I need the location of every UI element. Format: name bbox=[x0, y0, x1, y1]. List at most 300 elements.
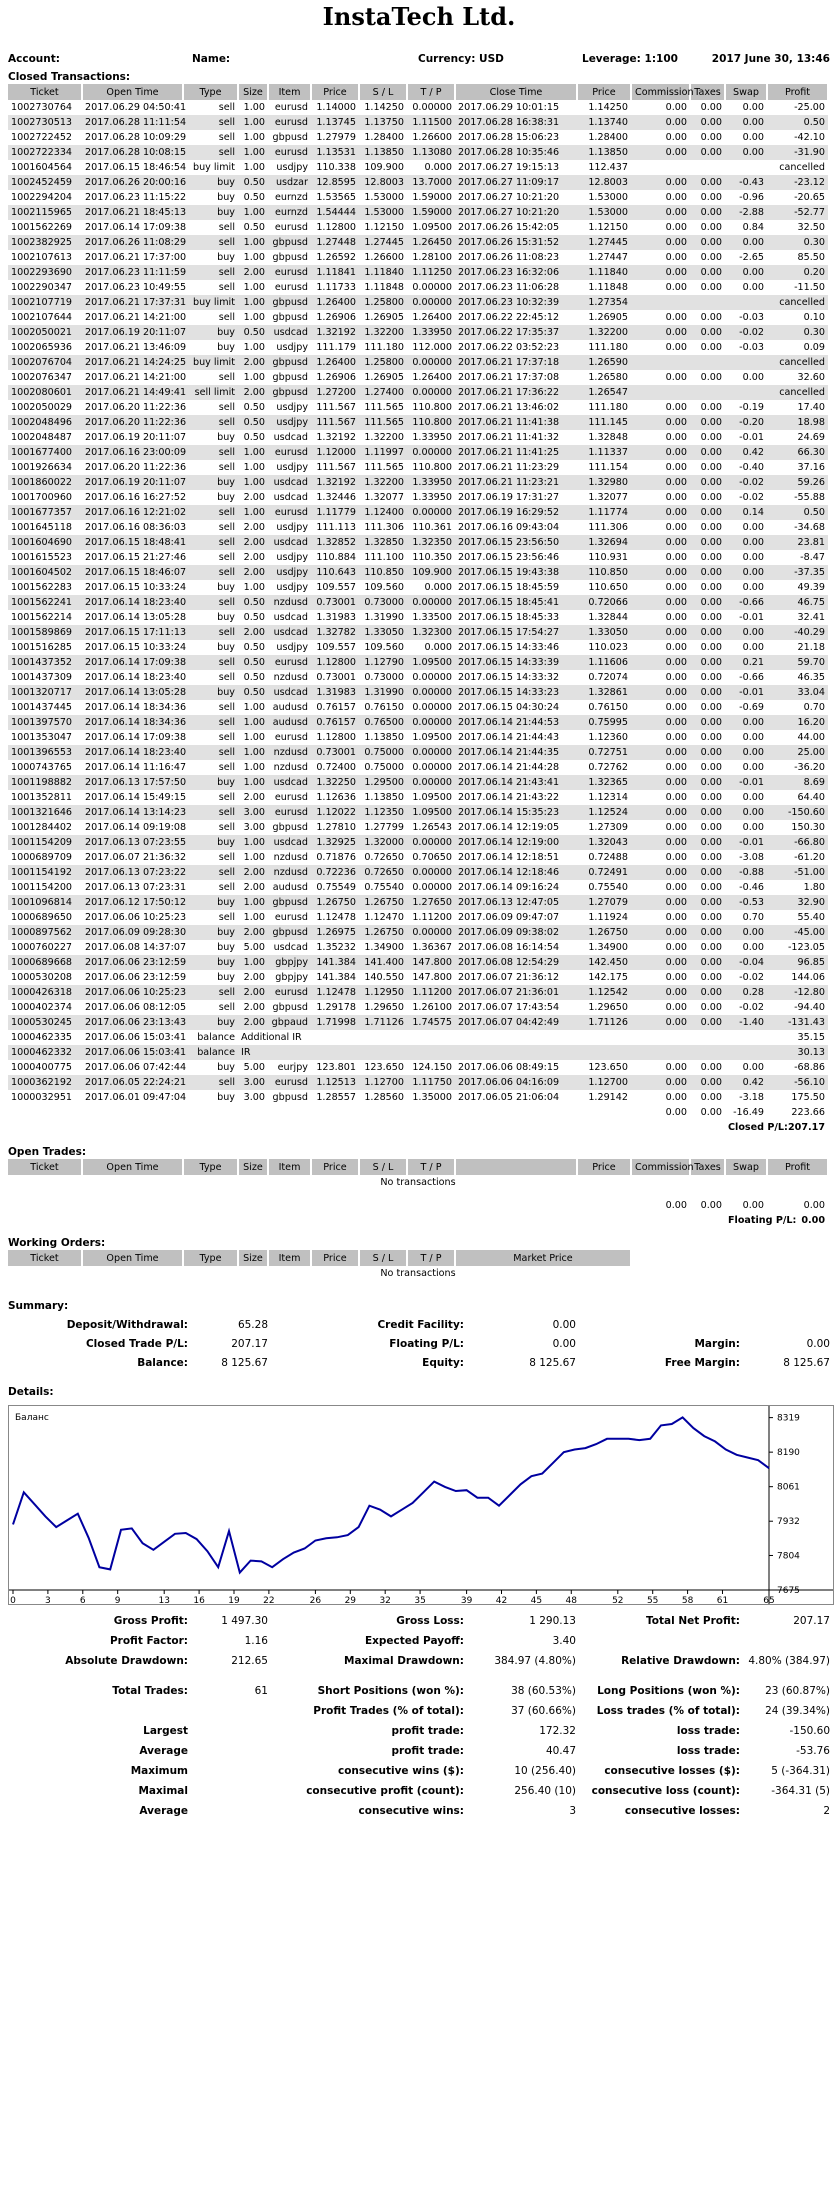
table-row bbox=[8, 655, 828, 670]
table-cell: 0.00 bbox=[700, 762, 722, 773]
table-cell: -0.19 bbox=[739, 402, 764, 413]
closed-col-header: Size bbox=[238, 84, 268, 100]
table-cell: 1.12360 bbox=[588, 732, 628, 743]
table-cell: 0.00 bbox=[700, 492, 722, 503]
table-cell: 1.32365 bbox=[577, 775, 631, 790]
table-cell: 1.33950 bbox=[412, 432, 452, 443]
table-cell: 0.00 bbox=[631, 205, 690, 220]
table-cell: 2017.06.21 14:21:00 bbox=[85, 312, 187, 323]
table-cell: eurnzd bbox=[275, 192, 308, 203]
closed-trade-pl-value: 207.17 bbox=[231, 1338, 268, 1350]
table-cell: gbpusd bbox=[272, 372, 308, 383]
table-cell: 12.8003 bbox=[359, 175, 407, 190]
table-cell: 2017.06.01 09:47:04 bbox=[85, 1092, 187, 1103]
table-cell: 0.00 bbox=[665, 942, 687, 953]
open-col-header bbox=[455, 1159, 577, 1175]
table-row bbox=[8, 445, 828, 460]
table-cell: 59.70 bbox=[767, 655, 828, 670]
table-cell: sell bbox=[218, 102, 235, 113]
table-cell: 1002730513 bbox=[8, 115, 82, 130]
open-col-header: T / P bbox=[407, 1159, 455, 1175]
table-cell: 0.00000 bbox=[412, 102, 452, 113]
table-cell: 0.76500 bbox=[359, 715, 407, 730]
table-cell: 0.75540 bbox=[364, 882, 404, 893]
table-cell: gbpusd bbox=[268, 295, 311, 310]
table-cell: 0.00000 bbox=[407, 775, 455, 790]
table-cell: 1000426318 bbox=[8, 985, 82, 1000]
floating-pl-label: Floating P/L: bbox=[728, 1215, 797, 1226]
table-cell: 1002293690 bbox=[8, 265, 82, 280]
table-cell: eurusd bbox=[268, 1075, 311, 1090]
table-cell: 2017.06.28 11:11:54 bbox=[82, 115, 183, 130]
table-cell: sell bbox=[218, 282, 235, 293]
table-cell: 0.00 bbox=[700, 462, 722, 473]
table-cell: 1.09500 bbox=[412, 222, 452, 233]
table-row bbox=[8, 880, 828, 895]
table-cell: 32.41 bbox=[797, 612, 825, 623]
table-cell: 1.33500 bbox=[412, 612, 452, 623]
table-cell: 0.00 bbox=[665, 552, 687, 563]
balance-chart bbox=[8, 1405, 834, 1605]
table-cell: sell limit bbox=[183, 385, 238, 400]
table-cell: -1.40 bbox=[725, 1015, 767, 1030]
table-cell: gbpusd bbox=[272, 822, 308, 833]
table-cell: 2017.06.05 22:24:21 bbox=[82, 1075, 183, 1090]
table-cell: -123.05 bbox=[787, 942, 825, 953]
table-cell: 0.84 bbox=[742, 222, 764, 233]
margin-label: Margin: bbox=[694, 1338, 740, 1350]
table-row bbox=[8, 745, 828, 760]
table-cell: usdcad bbox=[273, 492, 308, 503]
table-cell: gbpjpy bbox=[275, 972, 308, 983]
working-table-header bbox=[8, 1250, 828, 1266]
closed-col-header: S / L bbox=[359, 84, 407, 100]
table-cell: 0.00 bbox=[700, 522, 722, 533]
table-cell: 111.306 bbox=[588, 522, 628, 533]
table-cell: 1.11500 bbox=[407, 115, 455, 130]
table-cell: 0.50 bbox=[767, 505, 828, 520]
table-row bbox=[8, 280, 828, 295]
table-cell: 0.00000 bbox=[407, 745, 455, 760]
table-row bbox=[8, 580, 828, 595]
table-cell: 0.00 bbox=[742, 522, 764, 533]
table-cell: sell bbox=[183, 505, 238, 520]
table-row bbox=[8, 160, 828, 175]
table-cell: 142.450 bbox=[577, 955, 631, 970]
table-cell: sell bbox=[183, 985, 238, 1000]
table-cell: 0.00 bbox=[690, 865, 725, 880]
table-cell: 1002065936 bbox=[11, 342, 73, 353]
table-cell: 12.8003 bbox=[577, 175, 631, 190]
table-cell: 2017.06.21 13:46:02 bbox=[458, 402, 560, 413]
table-cell: 1001437445 bbox=[11, 702, 73, 713]
table-cell: 1.26400 bbox=[412, 372, 452, 383]
table-cell: 110.361 bbox=[412, 522, 452, 533]
table-cell: 1.53000 bbox=[577, 205, 631, 220]
table-row bbox=[8, 385, 828, 400]
table-cell: 147.800 bbox=[407, 955, 455, 970]
table-cell: 1.32077 bbox=[364, 492, 404, 503]
table-cell: eurusd bbox=[268, 145, 311, 160]
table-cell: 123.801 bbox=[316, 1062, 356, 1073]
table-cell: 2017.06.20 11:22:36 bbox=[85, 402, 187, 413]
table-cell: 1.26400 bbox=[412, 312, 452, 323]
table-cell: -94.40 bbox=[794, 1002, 825, 1013]
table-cell: 1.26400 bbox=[311, 355, 359, 370]
table-cell: 2017.06.15 14:33:39 bbox=[455, 655, 577, 670]
table-cell: 111.113 bbox=[316, 522, 356, 533]
table-cell: usdjpy bbox=[268, 415, 311, 430]
table-cell: 1.11250 bbox=[407, 265, 455, 280]
open-col-header: Size bbox=[238, 1159, 268, 1175]
table-cell: cancelled bbox=[779, 162, 825, 173]
table-cell: 2017.06.14 12:19:00 bbox=[455, 835, 577, 850]
margin-value: 0.00 bbox=[806, 1338, 830, 1350]
relative-drawdown-value: 4.80% (384.97) bbox=[748, 1655, 830, 1667]
table-cell: sell bbox=[183, 625, 238, 640]
table-cell: -0.20 bbox=[725, 415, 767, 430]
table-cell: 0.00 bbox=[690, 895, 725, 910]
table-cell: 1.27309 bbox=[588, 822, 628, 833]
table-cell: 5.00 bbox=[243, 942, 265, 953]
table-cell: 0.76150 bbox=[364, 702, 404, 713]
table-cell: 1.00 bbox=[238, 895, 268, 910]
open-table-header bbox=[8, 1159, 828, 1175]
largest-profit-value: 172.32 bbox=[539, 1725, 576, 1737]
table-cell: 1.13850 bbox=[364, 732, 404, 743]
table-cell: usdjpy bbox=[276, 462, 308, 473]
table-cell: 1.14000 bbox=[316, 102, 356, 113]
table-cell: 0.72491 bbox=[577, 865, 631, 880]
table-cell: 1.11779 bbox=[311, 505, 359, 520]
table-cell: 0.72650 bbox=[359, 865, 407, 880]
table-cell: -0.04 bbox=[725, 955, 767, 970]
table-row bbox=[8, 790, 828, 805]
x-tick-label: 52 bbox=[612, 1596, 624, 1606]
table-cell: 0.00 bbox=[665, 102, 687, 113]
open-col-header: Profit bbox=[767, 1159, 828, 1175]
table-cell: -0.02 bbox=[725, 475, 767, 490]
table-cell: 2017.06.06 10:25:23 bbox=[85, 912, 187, 923]
table-cell: 2017.06.29 04:50:41 bbox=[85, 102, 187, 113]
table-cell: 2017.06.06 23:12:59 bbox=[85, 972, 187, 983]
table-row bbox=[8, 355, 828, 370]
table-cell: 1.11848 bbox=[364, 282, 404, 293]
table-row bbox=[8, 535, 828, 550]
table-cell: 46.75 bbox=[767, 595, 828, 610]
table-cell: 0.00 bbox=[665, 762, 687, 773]
table-cell: 2017.06.27 10:21:20 bbox=[458, 192, 560, 203]
table-cell: 1000689709 bbox=[11, 852, 73, 863]
table-cell: 66.30 bbox=[767, 445, 828, 460]
open-trades-table bbox=[8, 1159, 829, 1228]
table-cell: buy bbox=[183, 685, 238, 700]
table-cell: 1.32694 bbox=[577, 535, 631, 550]
table-cell: 1.31983 bbox=[311, 685, 359, 700]
summary-floating-label: Floating P/L: bbox=[389, 1338, 464, 1350]
table-cell: 2017.06.21 11:41:38 bbox=[455, 415, 577, 430]
table-cell: 2.00 bbox=[238, 565, 268, 580]
table-row bbox=[8, 805, 828, 820]
maximal-consecutive-profit-label: consecutive profit (count): bbox=[306, 1785, 464, 1797]
profit-trades-label: Profit Trades (% of total): bbox=[313, 1705, 464, 1717]
summary-heading: Summary: bbox=[8, 1300, 69, 1312]
table-cell: 1.32192 bbox=[311, 325, 359, 340]
table-cell: 0.00000 bbox=[407, 595, 455, 610]
total-profit: 223.66 bbox=[791, 1107, 825, 1118]
table-cell: -20.65 bbox=[794, 192, 825, 203]
table-cell: 0.00 bbox=[631, 715, 690, 730]
table-cell: 2017.06.21 11:23:29 bbox=[458, 462, 560, 473]
table-cell: 0.00 bbox=[631, 805, 690, 820]
working-col-header: S / L bbox=[359, 1250, 407, 1266]
table-cell: 2017.06.28 10:35:46 bbox=[455, 145, 577, 160]
table-cell: 109.560 bbox=[364, 642, 404, 653]
table-cell: 0.00 bbox=[690, 535, 725, 550]
table-cell: 0.00 bbox=[742, 642, 764, 653]
table-cell: 0.00 bbox=[690, 745, 725, 760]
table-cell: 0.42 bbox=[725, 1075, 767, 1090]
open-col-header: S / L bbox=[359, 1159, 407, 1175]
loss-trades-value: 24 (39.34%) bbox=[765, 1705, 830, 1717]
table-cell: -3.18 bbox=[739, 1092, 764, 1103]
table-cell: 13.7000 bbox=[407, 175, 455, 190]
table-cell: 5.00 bbox=[243, 1062, 265, 1073]
table-cell: -0.96 bbox=[739, 192, 764, 203]
table-cell: 1.33050 bbox=[577, 625, 631, 640]
table-cell: 0.00 bbox=[700, 372, 722, 383]
table-cell: -34.68 bbox=[794, 522, 825, 533]
closed-transactions-table bbox=[8, 84, 829, 1135]
table-cell: 1002452459 bbox=[8, 175, 82, 190]
table-cell: 0.00 bbox=[700, 972, 722, 983]
table-cell: -0.02 bbox=[739, 492, 764, 503]
table-cell: 0.00 bbox=[665, 462, 687, 473]
table-cell: 1001677357 bbox=[8, 505, 82, 520]
table-cell: audusd bbox=[268, 715, 311, 730]
table-cell: 0.50 bbox=[243, 672, 265, 683]
table-cell: 2017.06.15 21:27:46 bbox=[85, 552, 187, 563]
x-tick-label: 16 bbox=[193, 1596, 205, 1606]
floating-pl-value: 0.00 bbox=[801, 1215, 825, 1226]
x-tick-label: 19 bbox=[228, 1596, 240, 1606]
table-cell: 2017.06.21 14:24:25 bbox=[82, 355, 183, 370]
table-cell: 1.26906 bbox=[316, 372, 356, 383]
maximal-drawdown-label: Maximal Drawdown: bbox=[344, 1655, 464, 1667]
table-cell: sell bbox=[183, 415, 238, 430]
table-cell: 0.50 bbox=[243, 402, 265, 413]
table-cell: -0.02 bbox=[739, 972, 764, 983]
table-cell: 1002076704 bbox=[8, 355, 82, 370]
table-cell: 2017.06.14 09:19:08 bbox=[85, 822, 187, 833]
table-cell: 0.00000 bbox=[412, 282, 452, 293]
table-cell: 2017.06.15 18:45:41 bbox=[455, 595, 577, 610]
table-cell: 0.00 bbox=[665, 822, 687, 833]
max-consecutive-wins-value: 10 (256.40) bbox=[514, 1765, 576, 1777]
table-cell: 0.00 bbox=[742, 762, 764, 773]
table-cell: 1001096814 bbox=[8, 895, 82, 910]
x-tick-label: 55 bbox=[646, 1596, 659, 1606]
table-cell: 0.00 bbox=[665, 792, 687, 803]
table-cell: 1.32200 bbox=[359, 325, 407, 340]
table-cell: 64.40 bbox=[797, 792, 825, 803]
table-cell: 1.28400 bbox=[588, 132, 628, 143]
table-cell: 1.12950 bbox=[359, 985, 407, 1000]
table-row bbox=[8, 115, 828, 130]
table-row bbox=[8, 295, 828, 310]
table-cell: 1.35000 bbox=[412, 1092, 452, 1103]
table-cell: 1001562269 bbox=[11, 222, 73, 233]
working-col-header: Ticket bbox=[8, 1250, 82, 1266]
table-row bbox=[8, 700, 828, 715]
table-row bbox=[8, 595, 828, 610]
table-cell: 141.384 bbox=[316, 972, 356, 983]
statistics-block bbox=[0, 1609, 838, 1839]
table-cell: -56.10 bbox=[767, 1075, 828, 1090]
table-cell: 110.350 bbox=[412, 552, 452, 563]
working-orders-heading: Working Orders: bbox=[8, 1237, 106, 1249]
table-row bbox=[8, 625, 828, 640]
x-tick-label: 29 bbox=[344, 1596, 357, 1606]
table-cell: 1.00 bbox=[238, 445, 268, 460]
table-cell: 109.557 bbox=[316, 642, 356, 653]
table-row bbox=[8, 190, 828, 205]
table-cell: 150.30 bbox=[791, 822, 825, 833]
table-cell: 0.00000 bbox=[407, 715, 455, 730]
table-cell: eurusd bbox=[268, 115, 311, 130]
table-cell: 1.12350 bbox=[359, 805, 407, 820]
table-cell: 2017.06.15 18:46:54 bbox=[85, 162, 187, 173]
table-cell: 0.00000 bbox=[412, 672, 452, 683]
table-cell: -0.03 bbox=[739, 312, 764, 323]
table-cell: 1.31983 bbox=[316, 612, 356, 623]
table-cell: 1.11200 bbox=[412, 912, 452, 923]
table-cell: 0.00 bbox=[700, 612, 722, 623]
table-cell: 2017.06.28 16:38:31 bbox=[455, 115, 577, 130]
table-cell: 1.00 bbox=[238, 955, 268, 970]
table-cell: 0.00 bbox=[700, 312, 722, 323]
table-cell: 0.00000 bbox=[407, 505, 455, 520]
table-cell: usdjpy bbox=[268, 565, 311, 580]
table-cell: 2017.06.08 12:54:29 bbox=[455, 955, 577, 970]
table-cell: 1.26750 bbox=[311, 895, 359, 910]
table-cell: 1001352811 bbox=[11, 792, 73, 803]
table-cell bbox=[631, 295, 690, 310]
table-cell: 1.26750 bbox=[577, 925, 631, 940]
table-cell: 1.12700 bbox=[359, 1075, 407, 1090]
table-cell: -11.50 bbox=[794, 282, 825, 293]
table-cell: 0.00 bbox=[631, 115, 690, 130]
table-cell: 1000689668 bbox=[8, 955, 82, 970]
table-cell: 2017.06.23 11:06:28 bbox=[458, 282, 560, 293]
table-cell: 0.00 bbox=[665, 432, 687, 443]
table-cell: 1001353047 bbox=[11, 732, 73, 743]
table-cell: 0.00000 bbox=[407, 925, 455, 940]
table-cell: 2017.06.21 17:37:00 bbox=[85, 252, 187, 263]
table-cell: 2.00 bbox=[243, 882, 265, 893]
table-cell: 0.00000 bbox=[407, 445, 455, 460]
table-cell: 1002048487 bbox=[11, 432, 73, 443]
maximal-consecutive-loss-label: consecutive loss (count): bbox=[591, 1785, 740, 1797]
table-cell: 0.00 bbox=[665, 402, 687, 413]
table-cell: 111.567 bbox=[316, 462, 356, 473]
table-cell: 0.72236 bbox=[311, 865, 359, 880]
table-cell: 0.72762 bbox=[588, 762, 628, 773]
table-cell: -0.01 bbox=[725, 775, 767, 790]
table-cell: sell bbox=[183, 655, 238, 670]
table-cell: 0.00 bbox=[700, 852, 722, 863]
table-cell: 2017.06.21 11:41:32 bbox=[458, 432, 560, 443]
table-cell: 1.29650 bbox=[588, 1002, 628, 1013]
average-profit-value: 40.47 bbox=[545, 1745, 576, 1757]
gross-profit-label: Gross Profit: bbox=[113, 1615, 188, 1627]
table-cell: 2017.06.28 15:06:23 bbox=[458, 132, 560, 143]
table-cell: 2017.06.19 20:11:07 bbox=[82, 325, 183, 340]
table-cell: 0.00 bbox=[665, 612, 687, 623]
table-cell: 1.26905 bbox=[364, 312, 404, 323]
table-cell: 1.32200 bbox=[577, 325, 631, 340]
table-cell: 33.04 bbox=[767, 685, 828, 700]
table-cell: 2.00 bbox=[243, 792, 265, 803]
table-cell: 2017.06.14 21:44:53 bbox=[455, 715, 577, 730]
table-cell: 0.00 bbox=[690, 325, 725, 340]
table-cell: 2.00 bbox=[238, 1015, 268, 1030]
table-cell: 32.90 bbox=[767, 895, 828, 910]
summary-block bbox=[0, 1313, 838, 1375]
table-cell: 1.32850 bbox=[359, 535, 407, 550]
table-cell: 1.27445 bbox=[359, 235, 407, 250]
table-cell: 0.50 bbox=[238, 655, 268, 670]
table-cell: 2017.06.14 21:43:41 bbox=[455, 775, 577, 790]
open-total-commission: 0.00 bbox=[665, 1200, 687, 1211]
table-cell: buy bbox=[183, 835, 238, 850]
table-cell: 1002730764 bbox=[11, 102, 73, 113]
table-cell: buy bbox=[217, 1092, 235, 1103]
table-cell: 111.145 bbox=[577, 415, 631, 430]
table-cell: 1.00 bbox=[243, 102, 265, 113]
table-cell: 2017.06.13 07:23:55 bbox=[82, 835, 183, 850]
table-cell: 0.00 bbox=[631, 475, 690, 490]
table-cell: eurusd bbox=[274, 282, 308, 293]
table-cell: 0.00 bbox=[742, 102, 764, 113]
table-cell: sell bbox=[218, 912, 235, 923]
table-cell: 2017.06.14 12:18:46 bbox=[455, 865, 577, 880]
table-cell: cancelled bbox=[767, 295, 828, 310]
account-header bbox=[0, 50, 838, 70]
table-cell bbox=[690, 295, 725, 310]
table-cell: 2017.06.26 20:00:16 bbox=[82, 175, 183, 190]
table-cell: 1002382925 bbox=[8, 235, 82, 250]
max-consecutive-losses-value: 5 (-364.31) bbox=[771, 1765, 830, 1777]
table-cell: 112.437 bbox=[588, 162, 628, 173]
table-cell: 0.00 bbox=[690, 625, 725, 640]
table-cell: 110.650 bbox=[588, 582, 628, 593]
table-cell: gbpusd bbox=[268, 385, 311, 400]
y-tick-label: 7932 bbox=[777, 1517, 800, 1528]
table-cell: 2017.06.28 10:08:15 bbox=[82, 145, 183, 160]
table-cell: 2017.06.14 09:16:24 bbox=[458, 882, 560, 893]
maximal-drawdown-value: 384.97 (4.80%) bbox=[494, 1655, 576, 1667]
table-cell: 1.27448 bbox=[311, 235, 359, 250]
table-row bbox=[8, 1060, 828, 1075]
table-cell: 1002076347 bbox=[11, 372, 73, 383]
table-cell: 0.00 bbox=[631, 445, 690, 460]
working-col-header: Item bbox=[268, 1250, 311, 1266]
table-row bbox=[8, 565, 828, 580]
table-cell: 0.76157 bbox=[311, 715, 359, 730]
table-cell: 110.931 bbox=[588, 552, 628, 563]
table-cell: sell bbox=[218, 702, 235, 713]
